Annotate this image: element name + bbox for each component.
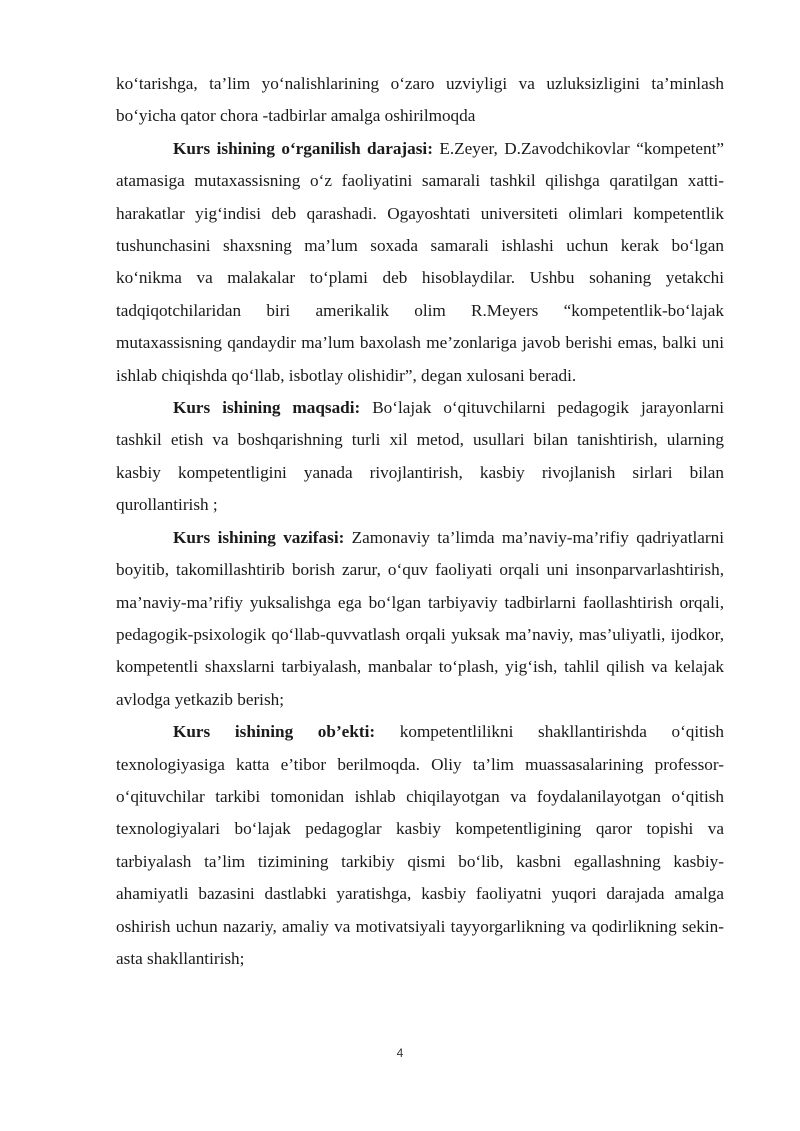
- paragraph-heading: Kurs ishining vazifasi:: [173, 527, 345, 547]
- paragraph-continuation: [116, 68, 724, 133]
- paragraph-object: [116, 716, 724, 975]
- paragraph-text: E.Zeyer, D.Zavodchikovlar “kompetent” atamasiga mutaxassisning o‘z faoliyatini samarali tashkil qilishga qaratilgan xatti-harakatlar yig‘indisi deb qarashadi. Ogayoshtati universiteti olimlari kompetentlik tushunchasini shaxsning ma’lum soxada samarali ishlashi uchun kerak bo‘lgan ko‘nikma va malakalar to‘plami deb hisoblaydilar. Ushbu sohaning yetakchi tadqiqotchilaridan biri amerikalik olim R.Meyers “kompetentlik-bo‘lajak mutaxassisning qandaydir ma’lum baxolash me’zonlariga javob berishi emas, balki uni ishlab chiqishda qo‘llab, isbotlay olishidir”, degan xulosani beradi.: [116, 138, 724, 385]
- paragraph-heading: Kurs ishining maqsadi:: [173, 398, 361, 418]
- paragraph-text: Bo‘lajak o‘qituvchilarni pedagogik jarayonlarni tashkil etish va boshqarishning turli xil metod, usullari bilan tanishtirish, ularning kasbiy kompetentligini yanada rivojlantirish, kasbiy rivojlanish sirlari bilan qurollantirish ;: [116, 398, 724, 515]
- paragraph-goal: [116, 392, 724, 522]
- paragraph-heading: Kurs ishining o‘rganilish darajasi:: [173, 138, 433, 158]
- paragraph-text: Zamonaviy ta’limda ma’naviy-ma’rifiy qadriyatlarni boyitib, takomillashtirib borish zarur, o‘quv faoliyati orqali uni insonparvarlashtirish, ma’naviy-ma’rifiy yuksalishga ega bo‘lgan tarbiyaviy tadbirlarni faollashtirish orqali, pedagogik-psixologik qo‘llab-quvvatlash orqali yuksak ma’naviy, mas’uliyatli, ijodkor, kompetentli shaxslarni tarbiyalash, manbalar to‘plash, yig‘ish, tahlil qilish va kelajak avlodga yetkazib berish;: [116, 527, 724, 709]
- paragraph-text: kompetentlilikni shakllantirishda o‘qitish texnologiyasiga katta e’tibor berilmoqda. Oliy ta’lim muassasalarining professor-o‘qituvchilar tarkibi tomonidan ishlab chiqilayotgan va foydalanilayotgan o‘qitish texnologiyalari bo‘lajak pedagoglar kasbiy kompetentligining qaror topishi va tarbiyalash ta’lim tizimining tarkibiy qismi bo‘lib, kasbni egallashning kasbiy-ahamiyatli bazasini dastlabki yaratishga, kasbiy faoliyatni yuqori darajada amalga oshirish uchun nazariy, amaliy va motivatsiyali tayyorgarlikning va qodirlikning sekin-asta shakllantirish;: [116, 722, 724, 968]
- page-number: 4: [396, 1046, 404, 1060]
- paragraph-study-level: [116, 133, 724, 392]
- paragraph-text: ko‘tarishga, ta’lim yo‘nalishlarining o‘zaro uzviyligi va uzluksizligini ta’minlash bo‘yicha qator chora -tadbirlar amalga oshirilmoqda: [116, 74, 724, 126]
- document-page: [116, 68, 724, 975]
- paragraph-tasks: [116, 522, 724, 716]
- paragraph-heading: Kurs ishining ob’ekti:: [173, 722, 376, 742]
